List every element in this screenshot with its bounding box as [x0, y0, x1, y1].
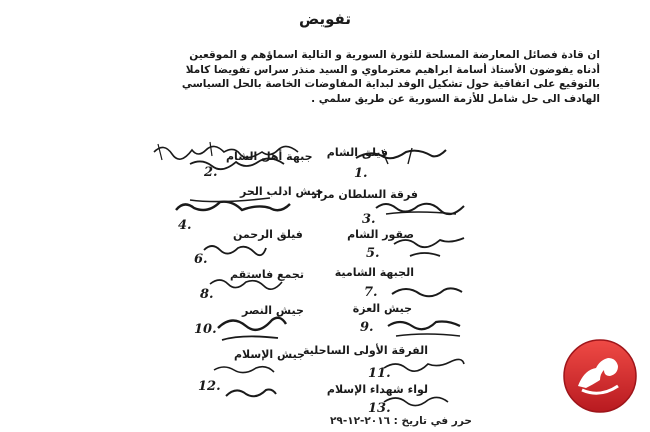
faction-name: فرقة السلطان مراد: [311, 188, 418, 201]
signatory-number: 13.: [368, 401, 391, 416]
document-date: حرر في تاريخ : ٢٠١٦-١٢-٢٩: [330, 415, 472, 427]
signature-jabhat-ahl-alsham: [150, 138, 310, 178]
faction-name: جيش ادلب الحر: [240, 185, 324, 198]
signatory-number: 9.: [360, 320, 374, 335]
faction-name: فيلق الشام: [326, 146, 388, 159]
signatory-number: 7.: [364, 285, 378, 300]
faction-name: جيش النصر: [242, 304, 304, 317]
faction-name: تجمع فاستقم: [230, 268, 304, 281]
signature-tajamu-fastaqim: [206, 272, 286, 292]
signature-suqour-alsham: [390, 232, 470, 262]
signature-jaysh-alizza: [384, 312, 474, 342]
logo-icon: [560, 336, 640, 416]
signature-faylaq-alrahman: [200, 236, 270, 258]
faction-name: جيش الإسلام: [234, 348, 305, 361]
signature-aljabha-alshamiya: [388, 280, 468, 302]
faction-name: لواء شهداء الإسلام: [326, 383, 428, 396]
signature-jaysh-alislam: [210, 358, 290, 380]
paragraph-line: أدناه يفوضون الأستاذ أسامة ابراهيم معترماوي و السيد منذر سراس تفويضا كاملا: [185, 63, 600, 76]
signatory-number: 1.: [354, 166, 368, 181]
signature-jaysh-idlib-alhurr: [170, 192, 300, 222]
paragraph-line: ان قادة فصائل المعارضة المسلحة للثورة السورية و التالية اسماؤهم و الموقعين: [189, 49, 600, 61]
signature-firqat-sultan-murad: [372, 192, 472, 218]
paragraph-line: الهادف الى حل شامل للأزمة السورية عن طريق سلمي .: [311, 92, 600, 105]
faction-name: فيلق الرحمن: [233, 228, 303, 241]
faction-name: جبهة أهل الشام: [226, 150, 313, 163]
signatory-number: 6.: [194, 252, 208, 267]
faction-name: الفرقة الأولى الساحلية: [302, 344, 428, 357]
document-title: تفويض: [299, 10, 351, 28]
faction-name: الجبهة الشامية: [334, 266, 414, 279]
paragraph-line: بالتوقيع على اتفاقية حول تشكيل الوفد لبداية المفاوضات الخاصة بالحل السياسي: [181, 78, 600, 90]
signatory-number: 12.: [198, 379, 221, 394]
signature-12: [222, 382, 282, 404]
faction-name: جيش العزة: [352, 302, 412, 315]
signatory-number: 3.: [362, 212, 376, 227]
authorization-paragraph: [96, 48, 600, 106]
signature-jaysh-alnasr: [212, 312, 292, 348]
signatory-number: 4.: [178, 218, 192, 233]
signature-alfirqa-aloula: [380, 354, 470, 376]
signatory-number: 11.: [368, 366, 391, 381]
signatory-number: 2.: [204, 165, 218, 180]
signatory-number: 5.: [366, 246, 380, 261]
faction-name: صقور الشام: [347, 228, 414, 241]
signature-liwa-shuhada-alislam: [380, 388, 460, 412]
signatory-number: 8.: [200, 287, 214, 302]
signatory-number: 10.: [194, 322, 217, 337]
signature-faylaq-alsham: [352, 140, 452, 170]
